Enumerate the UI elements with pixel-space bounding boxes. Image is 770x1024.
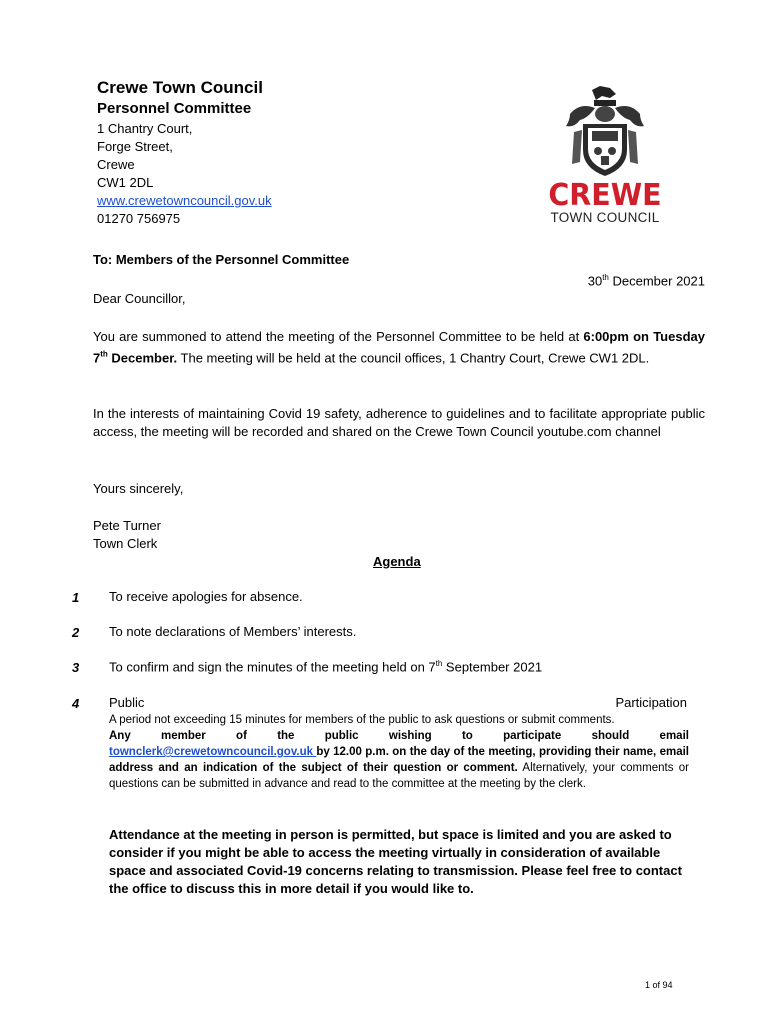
participation-details (109, 744, 689, 792)
agenda-item-3-suffix: th (435, 659, 443, 668)
committee-name: Personnel Committee (97, 100, 252, 117)
public-participation-text (109, 712, 689, 792)
meeting-location: The meeting will be held at the council offices, 1 Chantry Court, Crewe CW1 2DL. (177, 350, 650, 366)
agenda-item-title-left: Public (109, 695, 145, 710)
address-line: Crewe (97, 157, 135, 172)
agenda-item-3-text: To confirm and sign the minutes of the meeting held on 7 (109, 659, 436, 675)
salutation: Dear Councillor, (93, 291, 186, 306)
agenda-item-text: To receive apologies for absence. (109, 589, 303, 604)
agenda-item-text: To note declarations of Members’ interests. (109, 624, 357, 639)
letter-date (560, 269, 705, 290)
covid-paragraph: In the interests of maintaining Covid 19 safety, adherence to guidelines and to facilitate appropriate public access, the meeting will be recorded and shared on the Crewe Town Council youtube.com channel (93, 406, 705, 439)
summons-text: You are summoned to attend the meeting of the Personnel Committee to be held at (93, 329, 584, 344)
address-block (97, 120, 272, 228)
word: the (277, 730, 295, 742)
agenda-item-number: 2 (72, 625, 80, 640)
word: should (591, 730, 630, 742)
logo-subtitle: TOWN COUNCIL (550, 210, 660, 225)
agenda-item-text (109, 659, 542, 674)
address-line: CW1 2DL (97, 175, 154, 190)
word: Any (109, 730, 131, 742)
org-name: Crewe Town Council (97, 78, 263, 97)
address-line: 1 Chantry Court, (97, 121, 193, 136)
agenda-item-number: 1 (72, 590, 80, 605)
clerk-email-link[interactable]: townclerk@crewetowncouncil.gov.uk (109, 746, 317, 758)
signer-name: Pete Turner (93, 518, 161, 533)
participation-intro: A period not exceeding 15 minutes for members of the public to ask questions or submit comments. (109, 714, 615, 726)
meeting-day: Tuesday 7 (93, 329, 705, 366)
date-rest: December 2021 (608, 273, 705, 289)
word: participate (503, 730, 562, 742)
agenda-item-number: 3 (72, 660, 80, 675)
recipient-line: To: Members of the Personnel Committee (93, 252, 350, 267)
meeting-time: 6:00pm on (583, 329, 649, 344)
deadline-text: by 12.00 p.m. on the day of the meeting, providing their name, email address and an indication of the subject of their question or comment. (109, 746, 689, 774)
agenda-item-3-date: September 2021 (442, 659, 543, 675)
signer-title: Town Clerk (93, 536, 158, 551)
phone-number: 01270 756975 (97, 211, 181, 226)
word: public (324, 730, 359, 742)
date-suffix: th (602, 273, 609, 282)
address-line: Forge Street, (97, 139, 173, 154)
alternative-text: Alternatively, your comments or questions can be submitted in advance and read to the committee at the meeting by the clerk. (109, 762, 689, 790)
word: of (236, 730, 247, 742)
participation-justified-line (109, 728, 689, 744)
closing: Yours sincerely, (93, 481, 184, 496)
page-number: 1 of 94 (645, 980, 673, 990)
word: email (659, 730, 689, 742)
agenda-heading: Agenda (373, 554, 421, 569)
summons-paragraph (93, 328, 705, 367)
meeting-month: December. (107, 350, 178, 366)
meeting-day-suffix: th (100, 350, 108, 359)
word: to (461, 730, 473, 742)
word: member (161, 730, 206, 742)
agenda-item-number: 4 (72, 696, 80, 711)
agenda-item-title-right: Participation (615, 695, 687, 710)
website-link[interactable]: www.crewetowncouncil.gov.uk (97, 193, 272, 208)
council-logo (540, 84, 670, 225)
coat-of-arms-icon (540, 84, 670, 180)
date-day: 30 (587, 273, 603, 289)
attendance-notice: Attendance at the meeting in person is permitted, but space is limited and you are asked to consider if you might be able to access the meeting virtually in consideration of available space and associated Covid-19 concerns relating to transmission. Please feel free to contact the office to discuss this in more detail if you would like to. (109, 827, 682, 896)
word: wishing (388, 730, 432, 742)
logo-word: CREWE (548, 178, 662, 213)
